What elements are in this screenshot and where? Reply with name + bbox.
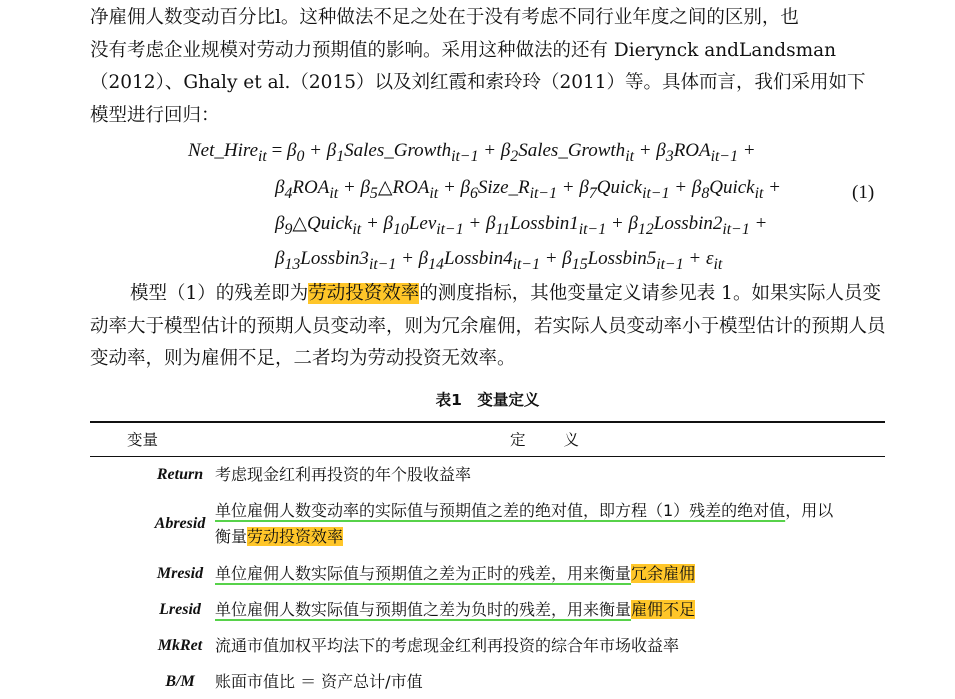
- variable-name: B/M: [165, 673, 195, 690]
- variable-definition: 流通市值加权平均法下的考虑现金红利再投资的综合年市场收益率: [215, 636, 680, 655]
- equation-line-2: $\beta_4ROA_{it}$ + $\beta_5\triangle ROA_{it}$ + $\beta_6Size\_R_{it-1}$ + $\beta_7Quick_{it-1}$ + $\beta_8Quick_{it}$ +: [275, 177, 781, 202]
- variable-name: Return: [156, 466, 204, 483]
- text-line: （2012）、Ghaly et al.（2015）以及刘红霞和索玲玲（2011）等。具体而言，我们采用如下: [90, 72, 866, 93]
- variable-definition: 考虑现金红利再投资的年个股收益率: [215, 465, 472, 484]
- text-span: 的测度指标，其他变量定义请参见表 1。如果实际人员变动率大于模型估计的预期人员变动率，则为冗余雇佣，若实际人员变动率小于模型估计的预期人员变动率，则为雇佣不足，二者均为劳动投资无效率。: [90, 283, 886, 369]
- variable-name: MkRet: [157, 637, 203, 654]
- table-title: 表1 变量定义: [435, 391, 540, 409]
- table-top-rule: [90, 421, 885, 423]
- variable-definition: [215, 498, 880, 550]
- text-span: 模型（1）的残差即为: [130, 283, 309, 304]
- text-span: 衡量: [215, 527, 248, 546]
- highlighted-term: 劳动投资效率: [247, 527, 344, 546]
- table-header-variable: 变量: [127, 431, 159, 449]
- equation-line-1: Net_Hire$_{it}$ = $\beta_0$ + $\beta_1Sales\_Growth_{it-1}$ + $\beta_2Sales\_Growth_{it} + \beta_3ROA_{it-1}$ +: [188, 140, 756, 165]
- variable-name: Mresid: [156, 565, 204, 582]
- equation-number: (1): [852, 182, 875, 203]
- paragraph-intro: [90, 2, 890, 132]
- highlighted-term: 冗余雇佣: [631, 564, 696, 583]
- text-line: 没有考虑企业规模对劳动力预期值的影响。采用这种做法的还有 Dierynck andLandsman: [90, 39, 837, 61]
- highlighted-term: 雇佣不足: [631, 600, 696, 619]
- equation-line-4: $\beta_{13}Lossbin3_{it-1}$ + $\beta_{14}Lossbin4_{it-1}$ + $\beta_{15}Lossbin5_{it-1} + \varepsilon_{it}$: [275, 248, 723, 273]
- table-header-definition: 定义: [510, 431, 618, 449]
- variable-name: Abresid: [154, 515, 206, 532]
- variable-definition: 账面市值比 ＝ 资产总计/市值: [215, 672, 423, 691]
- text-span: ，用以: [785, 501, 834, 520]
- table-header-rule: [90, 456, 885, 457]
- highlighted-term: 劳动投资效率: [308, 283, 420, 304]
- equation-line-3: $\beta_9\triangle Quick_{it} + \beta_{10}Lev_{it-1}$ + $\beta_{11}Lossbin1_{it-1}$ + $\beta_{12}Lossbin2_{it-1}$ +: [275, 213, 768, 238]
- underlined-text: 单位雇佣人数实际值与预期值之差为负时的残差，用来衡量: [215, 600, 632, 619]
- variable-definition: [215, 561, 880, 587]
- underlined-text: 单位雇佣人数变动率的实际值与预期值之差的绝对值，即方程（1）残差的绝对值: [215, 501, 786, 520]
- variable-definition: [215, 597, 880, 623]
- text-line: 模型进行回归：: [90, 104, 220, 126]
- underlined-text: 单位雇佣人数实际值与预期值之差为正时的残差，用来衡量: [215, 564, 632, 583]
- variable-name: Lresid: [159, 601, 201, 618]
- text-line: 净雇佣人数变动百分比l。这种做法不足之处在于没有考虑不同行业年度之间的区别，也: [90, 7, 799, 28]
- paragraph-model: [90, 278, 890, 376]
